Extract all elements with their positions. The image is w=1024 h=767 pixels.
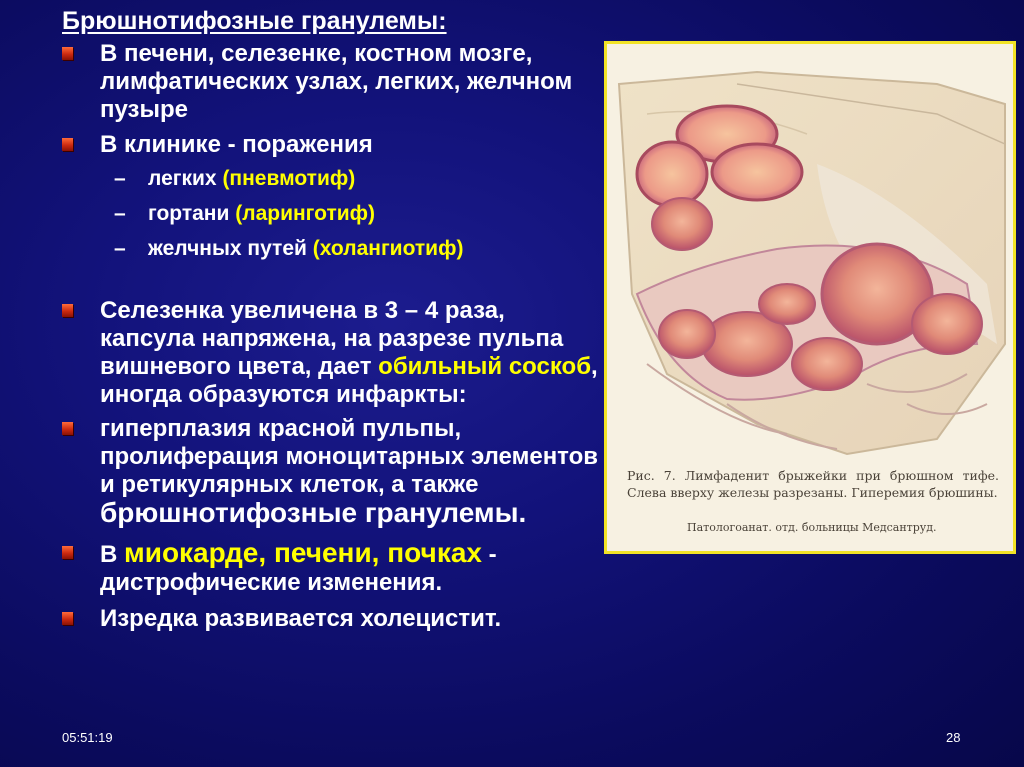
bullet-cholecystitis [62,605,602,633]
bullet-hyperplasia [62,415,602,529]
square-bullet-icon [62,546,73,559]
subitem-highlight: (ларинготиф) [235,202,376,225]
dash-marker: – [114,237,126,260]
organs-text: В печени, селезенке, костном мозге, лимфатических узлах, легких, желчном пузыре [100,40,573,123]
subitem-text: легких [148,167,217,190]
bullet-spleen [62,297,602,409]
dash-marker: – [114,202,126,225]
subitem-text: гортани [148,202,230,225]
square-bullet-icon [62,138,73,151]
mesentery-lymphadenitis-illustration [604,41,1016,554]
figure-credit: Патологоанат. отд. больницы Медсантруд. [687,521,937,534]
subitem-highlight: (пневмотиф) [222,167,356,190]
subitem-larynx [62,201,602,227]
dash-marker: – [114,167,126,190]
myocard-prefix: В [100,541,118,568]
figure-caption: Рис. 7. Лимфаденит брыжейки при брюшном тифе. Слева вверху железы разрезаны. Гиперемия брюшины. [627,468,999,500]
subitem-highlight: (холангиотиф) [312,237,464,260]
clinic-text: В клинике - поражения [100,131,373,158]
content-column [62,40,602,633]
slide-number: 28 [946,730,961,745]
myocard-highlight: миокарде, печени, почках [124,537,482,568]
square-bullet-icon [62,422,73,435]
square-bullet-icon [62,304,73,317]
square-bullet-icon [62,47,73,60]
hyperplasia-text: гиперплазия красной пульпы, пролиферация моноцитарных элементов и ретикулярных клеток, а также [100,415,599,498]
hyperplasia-emphasis: брюшнотифозные гранулемы. [100,497,527,528]
slide-title: Брюшнотифозные гранулемы: [62,7,447,35]
spleen-text: Селезенка увеличена в 3 – 4 раза, капсула напряжена, на разрезе пульпа вишневого цвета, дает [100,297,564,380]
bullet-clinic [62,131,602,159]
cholecystitis-text: Изредка развивается холецистит. [100,605,502,632]
square-bullet-icon [62,612,73,625]
subitem-text: желчных путей [148,237,307,260]
spleen-highlight: обильный соскоб [378,353,592,380]
bullet-myocard [62,539,602,597]
myocard-suffix: - дистрофические изменения. [100,541,497,596]
bullet-organs [62,40,602,124]
subitem-lungs [62,166,602,192]
subitem-bile-ducts [62,236,602,262]
spleen-text-end: , иногда образуются инфаркты: [100,353,598,408]
footer-time: 05:51:19 [62,730,113,745]
illustration-drawing [607,44,1013,464]
